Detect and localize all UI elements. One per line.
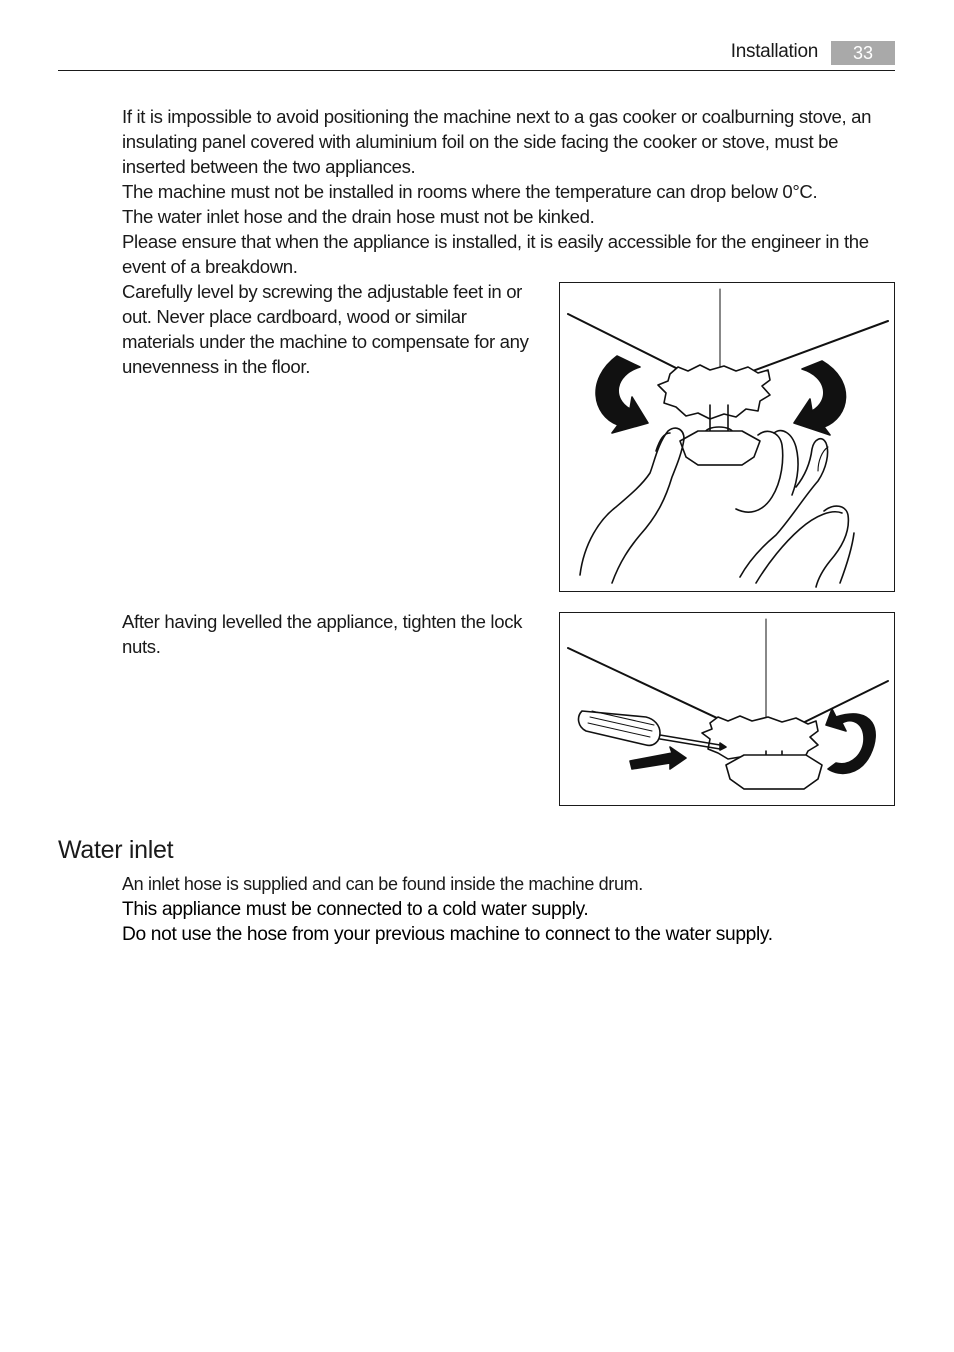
water-inlet-line: This appliance must be connected to a cold water supply.: [122, 899, 589, 920]
page-number: 33: [831, 41, 895, 65]
header-divider: [58, 70, 895, 71]
lock-nuts-instructions: After having levelled the appliance, tighten the lock nuts.: [122, 611, 523, 657]
intro-line: Please ensure that when the appliance is installed, it is easily accessible for the engineer in the event of a breakdown.: [122, 231, 869, 277]
water-inlet-line: An inlet hose is supplied and can be found inside the machine drum.: [122, 874, 643, 894]
levelling-instructions: Carefully level by screwing the adjustable feet in or out. Never place cardboard, wood or similar materials under the machine to compensate for any unevenness in the floor.: [122, 281, 529, 377]
intro-line: If it is impossible to avoid positioning the machine next to a gas cooker or coalburning stove, an insulating panel covered with aluminium foil on the side facing the cooker or stove, must be inserted between the two appliances.: [122, 106, 872, 177]
intro-line: The water inlet hose and the drain hose must not be kinked.: [122, 206, 595, 227]
intro-paragraphs: [122, 104, 892, 279]
intro-line: The machine must not be installed in rooms where the temperature can drop below 0°C.: [122, 181, 818, 202]
section-heading-water-inlet: Water inlet: [58, 836, 174, 864]
water-inlet-paragraphs: [122, 872, 902, 947]
water-inlet-line: Do not use the hose from your previous machine to connect to the water supply.: [122, 924, 773, 945]
lock-nuts-illustration: [559, 612, 895, 806]
levelling-feet-illustration: [559, 282, 895, 592]
header-section-title: Installation: [730, 41, 818, 62]
